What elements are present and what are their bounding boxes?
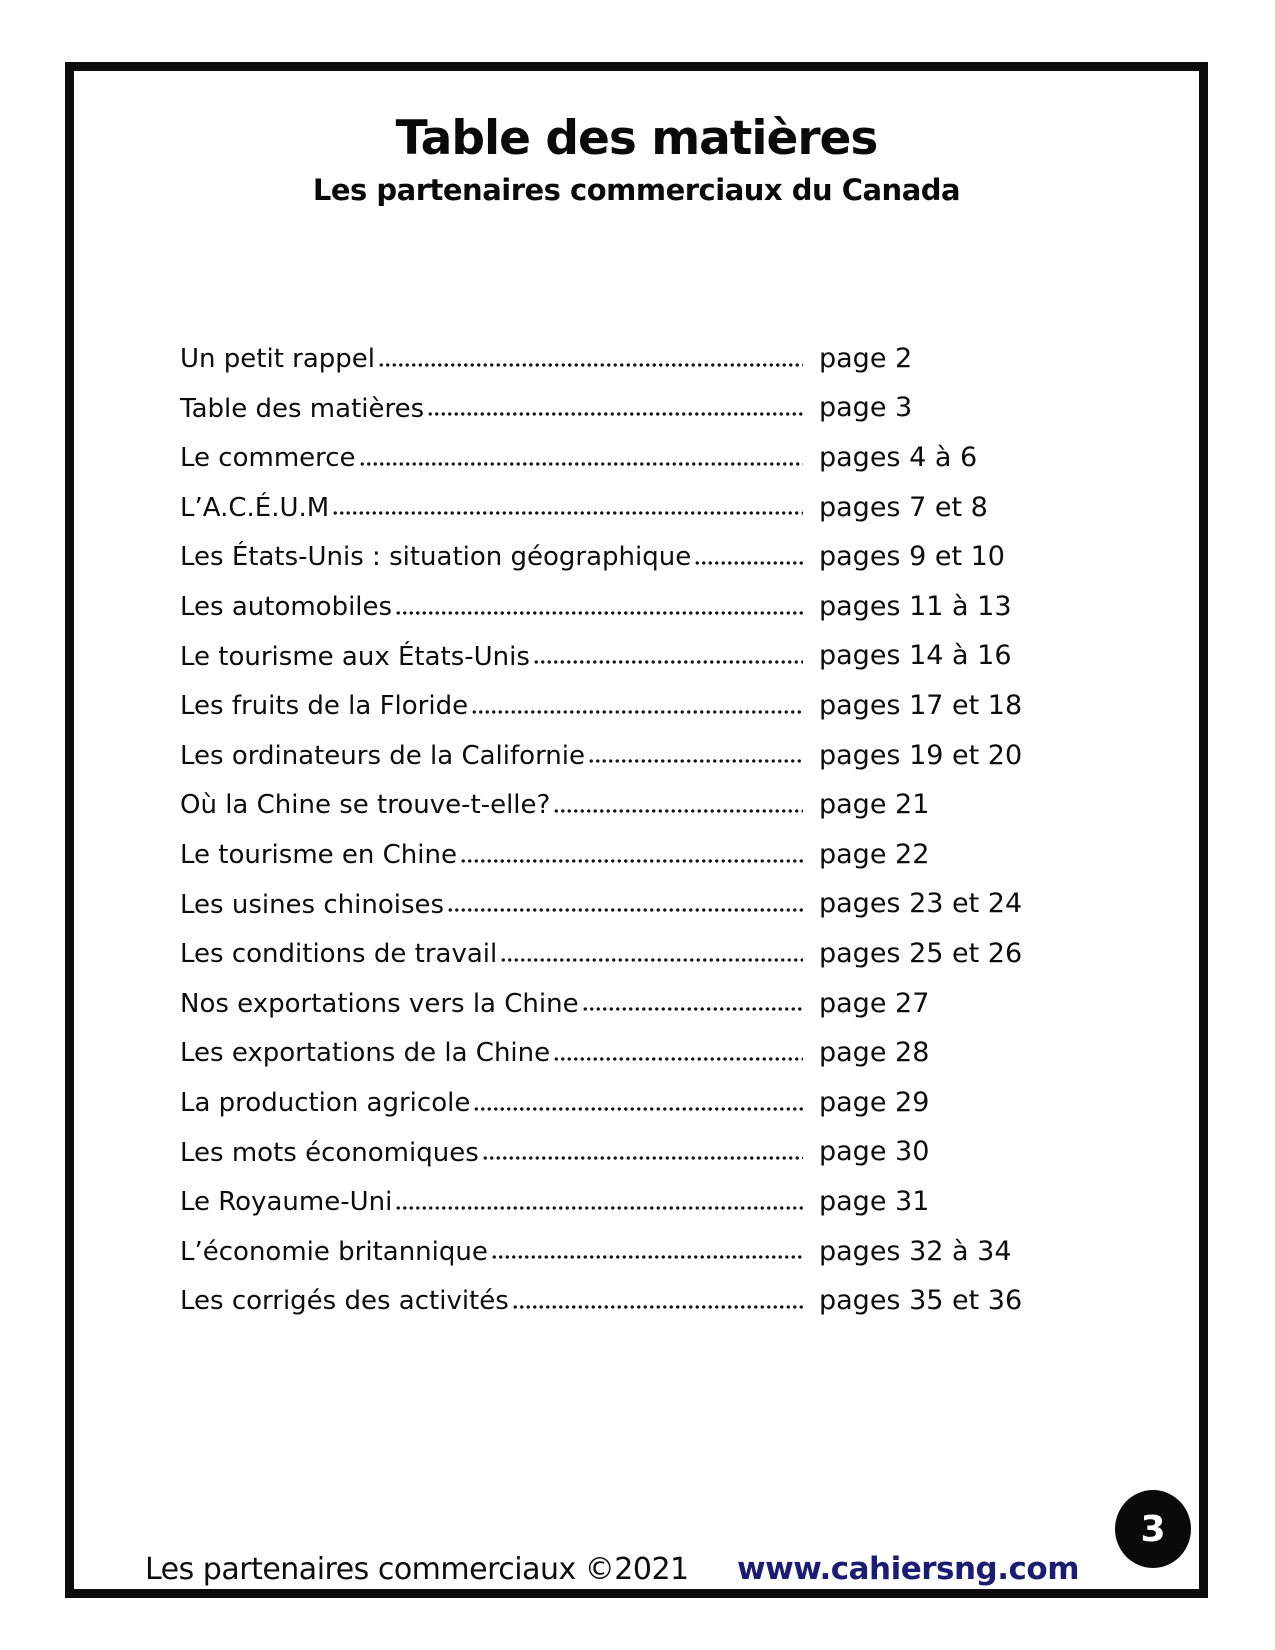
toc-entry-label: Un petit rappel: [180, 344, 375, 375]
toc-entry-pages: page 27: [819, 987, 930, 1019]
toc-row: [180, 1268, 1119, 1318]
toc-entry-pages: pages 11 à 13: [819, 590, 1012, 622]
toc-entry-pages: pages 17 et 18: [819, 690, 1023, 721]
toc-entry-label: Les ordinateurs de la Californie: [180, 740, 585, 771]
toc-entry-label: La production agricole: [180, 1088, 471, 1118]
dotted-leader: [359, 462, 803, 466]
toc-entry-label: Nos exportations vers la Chine: [180, 988, 579, 1019]
toc-entry-pages: pages 23 et 24: [819, 888, 1023, 920]
dotted-leader: [533, 660, 803, 664]
toc-row: [180, 921, 1119, 971]
toc-entry-pages: page 30: [819, 1136, 930, 1168]
toc-entry-pages: pages 14 à 16: [819, 640, 1012, 672]
dotted-leader: [588, 759, 803, 763]
toc-entry-pages: page 3: [819, 392, 913, 424]
toc-entry-label: Où la Chine se trouve-t-elle?: [180, 790, 551, 821]
toc-row: [180, 1070, 1119, 1120]
toc-entry-label: Les mots économiques: [180, 1137, 479, 1168]
toc-row: [180, 1169, 1119, 1219]
toc-row: [180, 673, 1119, 723]
toc-entry-label: Les conditions de travail: [180, 939, 498, 970]
toc-row: [180, 723, 1119, 773]
dotted-leader: [471, 710, 803, 714]
toc-row: [180, 624, 1119, 674]
dotted-leader: [500, 958, 803, 962]
toc-entry-pages: pages 32 à 34: [819, 1235, 1012, 1267]
dotted-leader: [582, 1007, 803, 1011]
toc-entry-pages: pages 35 et 36: [819, 1285, 1023, 1317]
toc-entry-label: Les usines chinoises: [180, 889, 445, 920]
dotted-leader: [694, 561, 803, 565]
dotted-leader: [447, 908, 803, 912]
dotted-leader: [332, 511, 803, 515]
page-subtitle: Les partenaires commerciaux du Canada: [312, 172, 961, 207]
page-number-badge: [1115, 1490, 1191, 1568]
dotted-leader: [427, 412, 803, 416]
website-link[interactable]: www.cahiersng.com: [737, 1551, 1079, 1587]
toc-entry-label: Les automobiles: [180, 592, 393, 623]
dotted-leader: [395, 611, 803, 615]
toc-entry-pages: pages 25 et 26: [819, 937, 1023, 969]
toc-row: [180, 475, 1119, 525]
toc-entry-pages: pages 4 à 6: [819, 442, 978, 474]
toc-entry-pages: page 21: [819, 789, 930, 821]
page-title: Table des matières: [395, 111, 878, 166]
toc-entry-pages: page 29: [819, 1086, 930, 1118]
toc-entry-pages: page 28: [819, 1037, 930, 1069]
toc-entry-pages: page 2: [819, 342, 913, 374]
toc-entry-pages: pages 19 et 20: [819, 739, 1023, 771]
toc-row: [180, 1120, 1119, 1170]
toc-row: [180, 376, 1119, 426]
dotted-leader: [473, 1107, 803, 1111]
toc-row: [180, 524, 1119, 574]
toc-entry-label: Le commerce: [180, 443, 356, 474]
page-border-frame: [65, 62, 1208, 1598]
toc-entry-pages: pages 7 et 8: [819, 491, 988, 523]
dotted-leader: [553, 809, 803, 813]
toc-entry-label: Les exportations de la Chine: [180, 1038, 551, 1069]
toc-row: [180, 326, 1119, 376]
toc-list: [180, 326, 1119, 1318]
toc-entry-pages: page 22: [819, 838, 930, 870]
toc-entry-label: Table des matières: [180, 393, 425, 424]
dotted-leader: [482, 1156, 803, 1160]
dotted-leader: [460, 859, 803, 863]
toc-entry-label: L’économie britannique: [180, 1236, 488, 1267]
dotted-leader: [512, 1305, 803, 1309]
toc-entry-label: Les États-Unis : situation géographique: [180, 542, 692, 573]
toc-entry-label: Le tourisme aux États-Unis: [180, 641, 530, 672]
footer-copyright: Les partenaires commerciaux ©2021: [145, 1552, 689, 1587]
toc-entry-label: Les fruits de la Floride: [180, 691, 469, 722]
toc-row: [180, 1020, 1119, 1070]
toc-row: [180, 425, 1119, 475]
dotted-leader: [491, 1255, 803, 1259]
toc-entry-label: L’A.C.É.U.M: [180, 492, 330, 523]
toc-row: [180, 971, 1119, 1021]
toc-row: [180, 772, 1119, 822]
toc-entry-pages: page 31: [819, 1185, 930, 1217]
toc-entry-pages: pages 9 et 10: [819, 541, 1005, 573]
header: [74, 113, 1199, 207]
toc-entry-label: Le Royaume-Uni: [180, 1187, 393, 1218]
toc-row: [180, 872, 1119, 922]
dotted-leader: [378, 363, 803, 367]
toc-row: [180, 822, 1119, 872]
toc-entry-label: Le tourisme en Chine: [180, 840, 457, 871]
page-number: 3: [1140, 1508, 1166, 1550]
dotted-leader: [395, 1206, 803, 1210]
toc-row: [180, 574, 1119, 624]
dotted-leader: [553, 1057, 803, 1061]
toc-row: [180, 1219, 1119, 1269]
footer: [145, 1551, 1079, 1587]
toc-entry-label: Les corrigés des activités: [180, 1286, 509, 1317]
